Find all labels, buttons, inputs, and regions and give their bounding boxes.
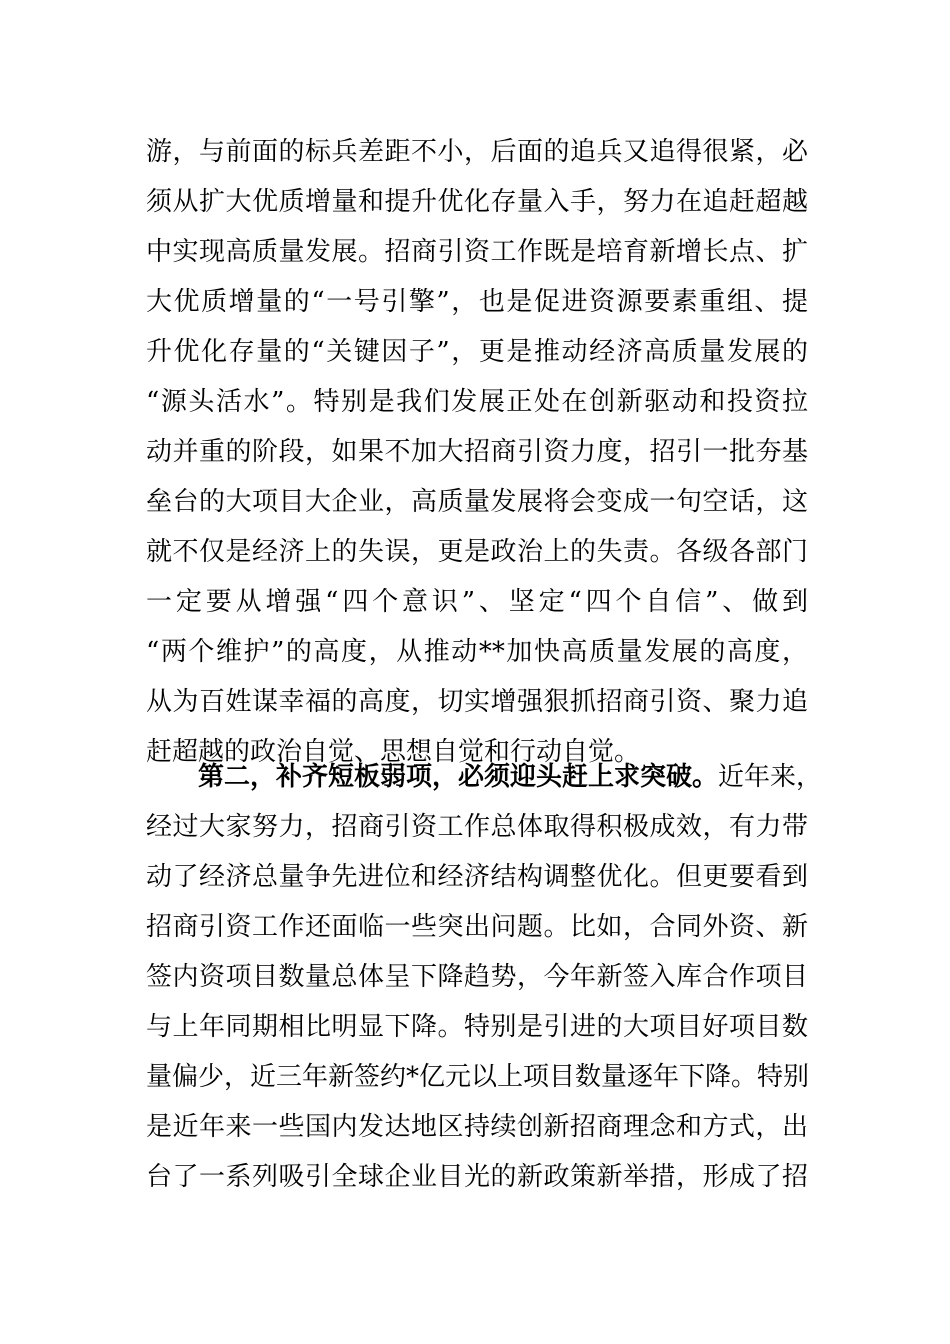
paragraph-line: 须从扩大优质增量和提升优化存量入手，努力在追赶超越	[146, 187, 808, 217]
paragraph-line: 动了经济总量争先进位和经济结构调整优化。但更要看到	[146, 862, 808, 892]
paragraph-line: 动并重的阶段，如果不加大招商引资力度，招引一批夯基	[146, 437, 808, 467]
paragraph-line: “两个维护”的高度，从推动**加快高质量发展的高度，	[146, 637, 808, 667]
paragraph-line: 就不仅是经济上的失误，更是政治上的失责。各级各部门	[146, 537, 808, 567]
paragraph-line: 赶超越的政治自觉、思想自觉和行动自觉。	[146, 737, 641, 767]
paragraph-line: 与上年同期相比明显下降。特别是引进的大项目好项目数	[146, 1012, 808, 1042]
paragraph-line: 是近年来一些国内发达地区持续创新招商理念和方式，出	[146, 1112, 808, 1142]
paragraph-line: 垒台的大项目大企业，高质量发展将会变成一句空话，这	[146, 487, 808, 517]
paragraph-line: 经过大家努力，招商引资工作总体取得积极成效，有力带	[146, 812, 808, 842]
paragraph-line: 大优质增量的“一号引擎”，也是促进资源要素重组、提	[146, 287, 808, 317]
paragraph-line: “源头活水”。特别是我们发展正处在创新驱动和投资拉	[146, 387, 808, 417]
paragraph-line: 量偏少，近三年新签约*亿元以上项目数量逐年下降。特别	[146, 1062, 810, 1092]
paragraph-line: 台了一系列吸引全球企业目光的新政策新举措，形成了招	[146, 1162, 808, 1192]
paragraph-line: 中实现高质量发展。招商引资工作既是培育新增长点、扩	[146, 237, 808, 267]
paragraph-line: 一定要从增强“四个意识”、坚定“四个自信”、做到	[146, 587, 808, 617]
paragraph-line: 游，与前面的标兵差距不小，后面的追兵又追得很紧，必	[146, 137, 808, 167]
paragraph-line: 招商引资工作还面临一些突出问题。比如，合同外资、新	[146, 912, 808, 942]
paragraph-heading-line	[146, 752, 823, 802]
heading-tail-text: 近年来，	[718, 762, 823, 792]
paragraph-line: 升优化存量的“关键因子”，更是推动经济高质量发展的	[146, 337, 808, 367]
section-heading: 第二，补齐短板弱项，必须迎头赶上求突破。	[198, 762, 719, 792]
paragraph-line: 签内资项目数量总体呈下降趋势，今年新签入库合作项目	[146, 962, 808, 992]
paragraph-2	[146, 752, 823, 1202]
paragraph-line: 从为百姓谋幸福的高度，切实增强狠抓招商引资、聚力追	[146, 687, 808, 717]
paragraph-1	[146, 127, 808, 777]
